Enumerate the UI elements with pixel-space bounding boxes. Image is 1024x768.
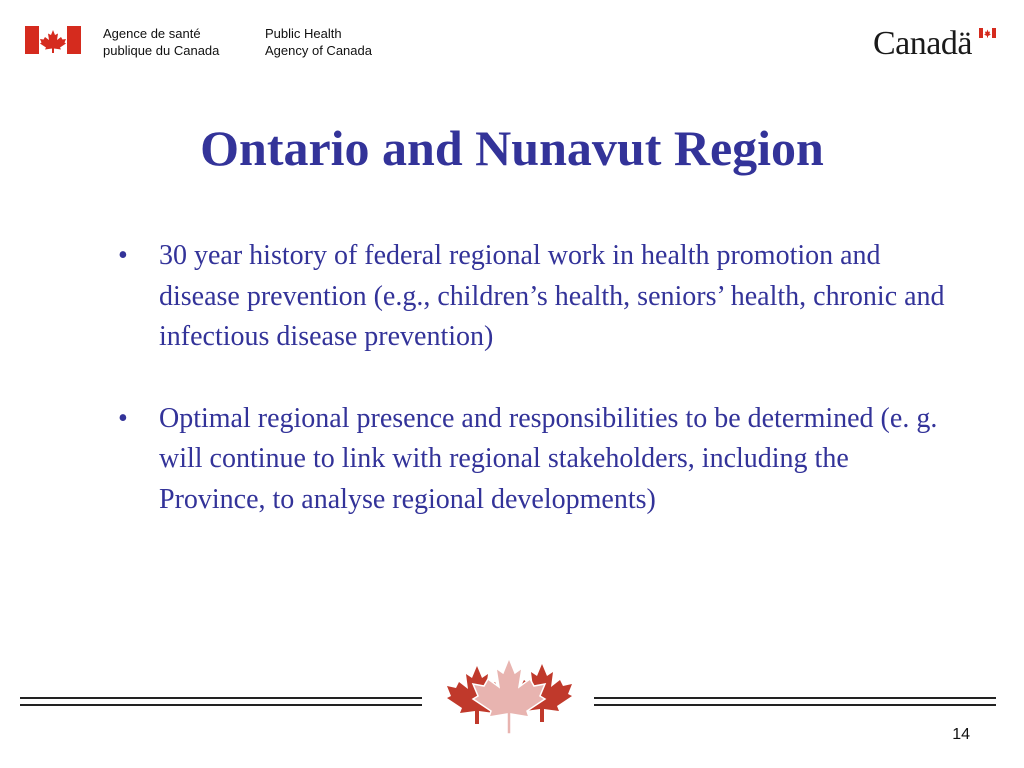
agency-fr-line-1: Agence de santé [103,26,201,41]
bullet-text: Optimal regional presence and responsibilities to be determined (e. g. will continue to link with regional stakeholders, including the Province, to analyse regional developments) [159,402,938,515]
slide-title: Ontario and Nunavut Region [200,120,824,176]
canada-flag-icon [979,28,996,38]
maple-leaves-icon [437,656,582,741]
canada-wordmark [873,24,997,64]
slide-footer [0,650,1024,768]
slide-header [0,0,1024,70]
bullet-item [118,399,948,521]
bullet-marker: • [118,240,128,271]
footer-rule-right-bottom [594,704,996,706]
canada-flag-icon [25,26,81,54]
bullet-text: 30 year history of federal regional work in health promotion and disease prevention (e.g., children’s health, seniors’ health, chronic and infectious disease prevention) [159,240,945,352]
agency-name-french [103,25,219,59]
bullet-item [118,236,948,358]
agency-en-line-2: Agency of Canada [265,43,372,58]
bullet-marker: • [118,402,128,434]
footer-rule-left-bottom [20,704,422,706]
agency-en-line-1: Public Health [265,26,342,41]
bullet-list [118,236,948,561]
wordmark-text: Canadä [873,25,972,62]
agency-fr-line-2: publique du Canada [103,43,220,58]
agency-name-english [265,25,372,59]
footer-rule-left-top [20,697,422,699]
footer-rule-right-top [594,697,996,699]
page-number: 14 [952,726,970,743]
